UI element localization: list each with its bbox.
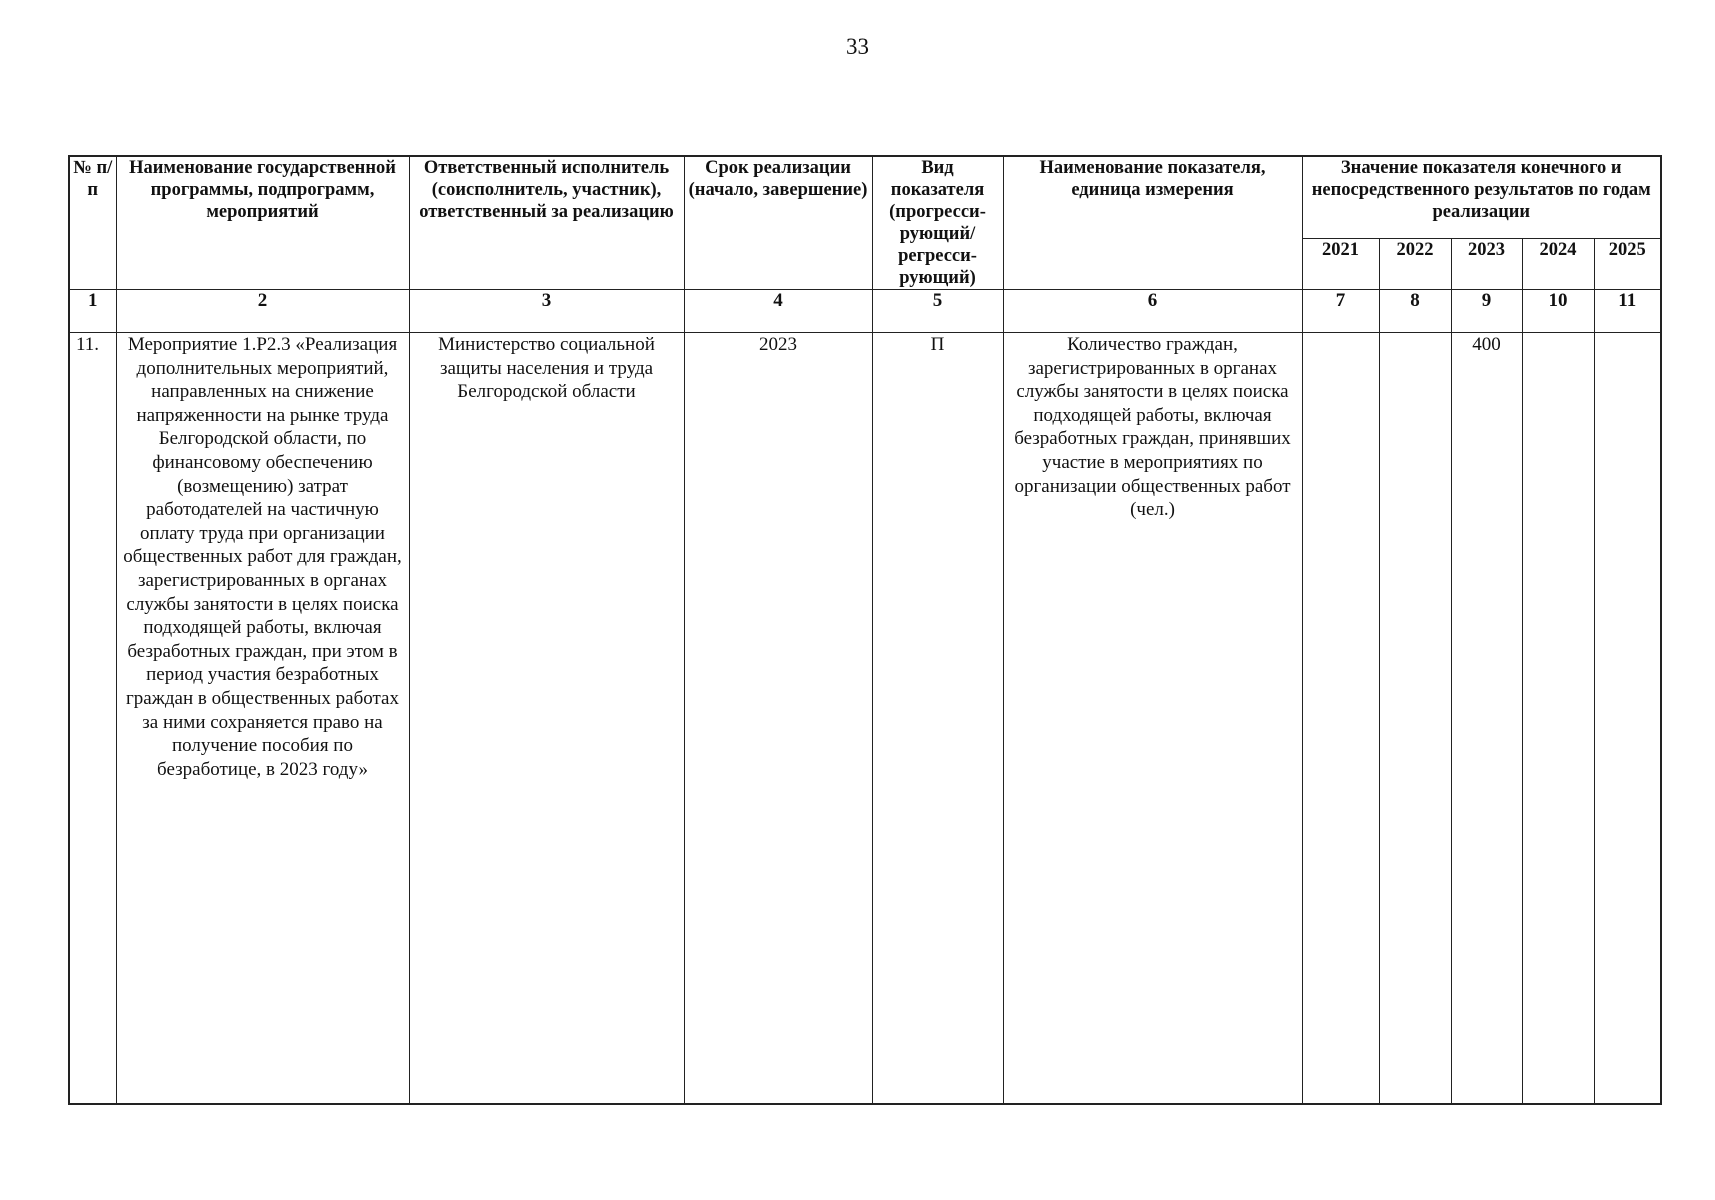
indicator-name-text: Количество граждан, зарегистрированных в органах службы занятости в целях поиска подходящей работы, включая безработных граждан, принявших участие в мероприятиях по организации общественных работ (чел.) [1014,334,1291,521]
header-year-2024: 2024 [1522,238,1594,289]
column-number: 4 [684,290,872,333]
header-year-2021: 2021 [1302,238,1379,289]
column-number: 1 [69,290,116,333]
column-number: 10 [1522,290,1594,333]
column-number: 7 [1302,290,1379,333]
header-indicator-type: Вид показателя (прогресси-рующий/ регресси-рующий) [872,156,1003,290]
value-2023-cell: 400 [1451,333,1522,1105]
program-name-cell [116,333,409,1105]
column-number: 2 [116,290,409,333]
header-year-2023: 2023 [1451,238,1522,289]
value-2021-cell [1302,333,1379,1105]
column-number: 5 [872,290,1003,333]
column-number: 9 [1451,290,1522,333]
responsible-text: Министерство социальной защиты населения и труда Белгородской области [438,334,655,403]
indicator-type-cell: П [872,333,1003,1105]
column-number: 11 [1594,290,1661,333]
row-number: 11. [69,333,116,1105]
value-2025-cell [1594,333,1661,1105]
header-values-by-year: Значение показателя конечного и непосредственного результатов по годам реализации [1302,156,1661,238]
header-responsible: Ответственный исполнитель (соисполнитель, участник), ответственный за реализацию [409,156,684,290]
column-number: 3 [409,290,684,333]
header-row-number: № п/п [69,156,116,290]
value-2022-cell [1379,333,1451,1105]
value-2024-cell [1522,333,1594,1105]
page-number: 33 [846,34,869,59]
column-number: 6 [1003,290,1302,333]
header-year-2025: 2025 [1594,238,1661,289]
column-number-row [69,290,1661,333]
responsible-cell [409,333,684,1105]
indicator-name-cell [1003,333,1302,1105]
indicator-table [68,155,1662,1105]
program-name-text: Мероприятие 1.Р2.3 «Реализация дополнительных мероприятий, направленных на снижение напряженности на рынке труда Белгородской области, по финансовому обеспечению (возмещению) затрат работодателей на частичную оплату труда при организации общественных работ для граждан, зарегистрированных в органах службы занятости в целях поиска подходящей работы, включая безработных граждан, при этом в период участия безработных граждан в общественных работах за ними сохраняется право на получение пособия по безработице, в 2023 году» [123,334,402,780]
table-row [69,333,1661,1105]
header-period: Срок реализации (начало, завершение) [684,156,872,290]
header-program-name: Наименование государственной программы, подпрограмм, мероприятий [116,156,409,290]
period-cell: 2023 [684,333,872,1105]
header-indicator-name: Наименование показателя, единица измерения [1003,156,1302,290]
header-year-2022: 2022 [1379,238,1451,289]
column-number: 8 [1379,290,1451,333]
